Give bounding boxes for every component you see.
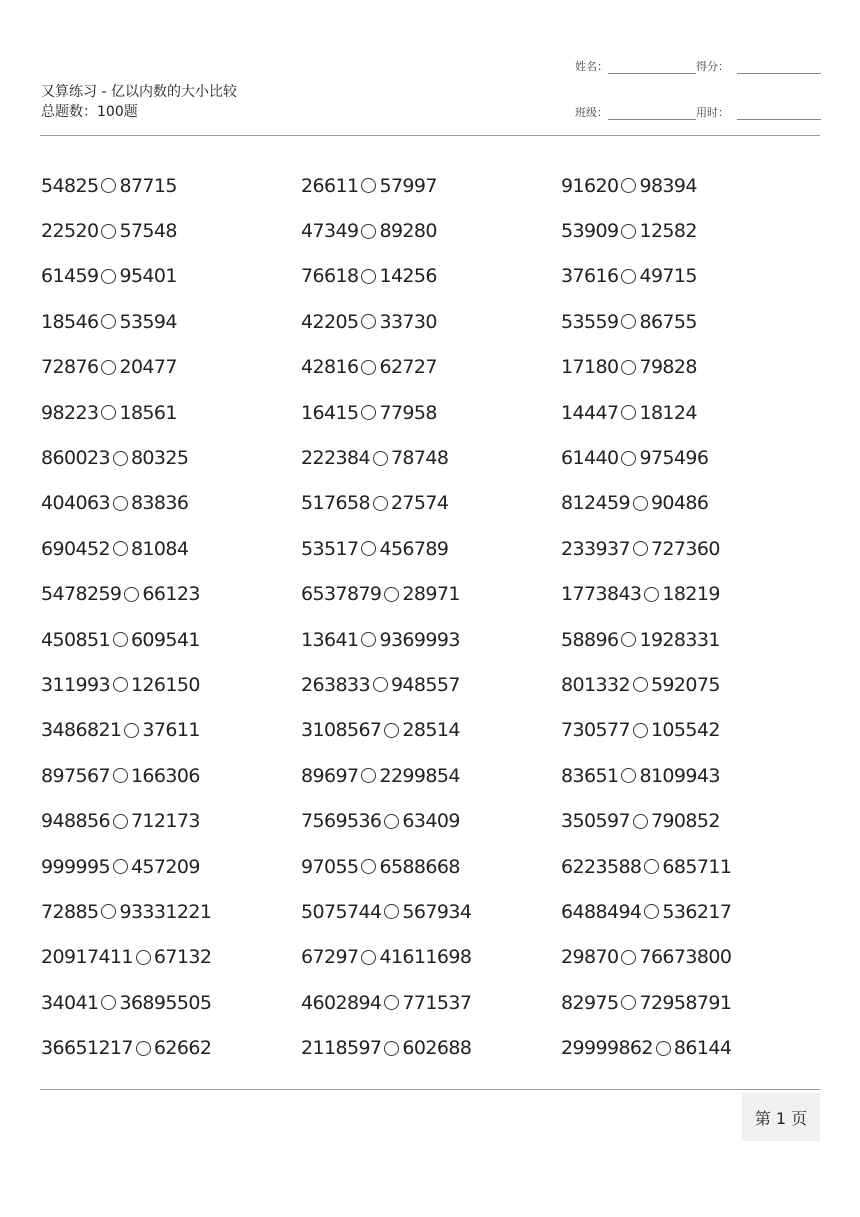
answer-circle[interactable]	[621, 314, 636, 329]
left-number: 730577	[561, 719, 630, 742]
question-row	[41, 254, 821, 299]
class-time-row	[575, 104, 821, 120]
left-number: 53559	[561, 310, 619, 333]
right-number: 62662	[153, 1037, 212, 1060]
right-number: 66123	[142, 583, 200, 606]
comparison-item	[301, 810, 561, 832]
answer-circle[interactable]	[124, 587, 139, 602]
answer-circle[interactable]	[101, 314, 116, 329]
name-score-row	[575, 58, 821, 74]
comparison-item	[301, 583, 561, 605]
left-number: 91620	[561, 174, 619, 197]
class-field[interactable]	[608, 107, 696, 120]
answer-circle[interactable]	[621, 451, 636, 466]
question-row	[41, 844, 821, 889]
comparison-item	[301, 402, 561, 424]
left-number: 222384	[301, 447, 370, 470]
comparison-item	[301, 356, 561, 378]
answer-circle[interactable]	[361, 859, 376, 874]
answer-circle[interactable]	[101, 269, 116, 284]
comparison-item	[41, 1037, 301, 1059]
answer-circle[interactable]	[621, 224, 636, 239]
class-label: 班级：	[575, 106, 608, 119]
left-number: 20917411	[41, 946, 133, 969]
answer-circle[interactable]	[113, 814, 128, 829]
left-number: 29870	[561, 946, 619, 969]
answer-circle[interactable]	[113, 541, 128, 556]
comparison-item	[41, 175, 301, 197]
comparison-item	[561, 583, 821, 605]
right-number: 602688	[402, 1037, 472, 1060]
left-number: 13641	[301, 628, 359, 651]
answer-circle[interactable]	[621, 178, 636, 193]
right-number: 20477	[119, 356, 177, 379]
left-number: 812459	[561, 492, 630, 515]
right-number: 87715	[119, 174, 177, 197]
answer-circle[interactable]	[101, 904, 116, 919]
right-number: 76673800	[639, 946, 732, 969]
left-number: 61459	[41, 265, 99, 288]
comparison-item	[561, 765, 821, 787]
answer-circle[interactable]	[621, 768, 636, 783]
worksheet-title: 又算练习 - 亿以内数的大小比较	[41, 84, 237, 100]
right-number: 712173	[130, 810, 200, 833]
left-number: 14447	[561, 401, 619, 424]
comparison-item	[301, 901, 561, 923]
left-number: 3486821	[41, 719, 122, 742]
comparison-item	[41, 583, 301, 605]
right-number: 28971	[402, 583, 460, 606]
comparison-item	[41, 402, 301, 424]
right-number: 86755	[639, 310, 697, 333]
comparison-item	[561, 856, 821, 878]
left-number: 4602894	[301, 991, 382, 1014]
left-number: 404063	[41, 492, 110, 515]
left-number: 16415	[301, 401, 359, 424]
answer-circle[interactable]	[361, 224, 376, 239]
right-number: 62727	[379, 356, 437, 379]
comparison-item	[41, 492, 301, 514]
right-number: 771537	[402, 991, 472, 1014]
answer-circle[interactable]	[373, 677, 388, 692]
left-number: 36651217	[41, 1037, 133, 1060]
right-number: 126150	[130, 673, 200, 696]
answer-circle[interactable]	[113, 768, 128, 783]
comparison-item	[301, 719, 561, 741]
left-number: 1773843	[561, 583, 642, 606]
left-number: 61440	[561, 447, 619, 470]
right-number: 89280	[379, 220, 437, 243]
answer-circle[interactable]	[644, 904, 659, 919]
right-number: 18219	[662, 583, 720, 606]
answer-circle[interactable]	[633, 496, 648, 511]
comparison-item	[301, 946, 561, 968]
left-number: 89697	[301, 764, 359, 787]
answer-circle[interactable]	[633, 677, 648, 692]
right-number: 36895505	[119, 991, 212, 1014]
question-row	[41, 163, 821, 208]
right-number: 457209	[130, 855, 200, 878]
comparison-item	[41, 629, 301, 651]
question-row	[41, 299, 821, 344]
worksheet-header	[41, 82, 237, 122]
left-number: 897567	[41, 764, 110, 787]
right-number: 63409	[402, 810, 460, 833]
answer-circle[interactable]	[113, 496, 128, 511]
answer-circle[interactable]	[361, 178, 376, 193]
comparison-item	[561, 719, 821, 741]
comparison-item	[41, 856, 301, 878]
question-row	[41, 390, 821, 435]
comparison-item	[41, 356, 301, 378]
question-row	[41, 889, 821, 934]
right-number: 57548	[119, 220, 177, 243]
answer-circle[interactable]	[633, 541, 648, 556]
answer-circle[interactable]	[384, 587, 399, 602]
left-number: 3108567	[301, 719, 382, 742]
comparison-item	[561, 674, 821, 696]
answer-circle[interactable]	[101, 224, 116, 239]
comparison-item	[41, 265, 301, 287]
answer-circle[interactable]	[101, 405, 116, 420]
right-number: 685711	[662, 855, 732, 878]
name-field[interactable]	[608, 61, 696, 74]
left-number: 98223	[41, 401, 99, 424]
comparison-item	[561, 492, 821, 514]
comparison-item	[301, 765, 561, 787]
left-number: 67297	[301, 946, 359, 969]
answer-circle[interactable]	[101, 178, 116, 193]
answer-circle[interactable]	[136, 950, 151, 965]
left-number: 860023	[41, 447, 110, 470]
answer-circle[interactable]	[621, 269, 636, 284]
right-number: 6588668	[379, 855, 460, 878]
answer-circle[interactable]	[633, 814, 648, 829]
page-number: 第 1 页	[742, 1093, 820, 1141]
answer-circle[interactable]	[361, 314, 376, 329]
question-row	[41, 208, 821, 253]
right-number: 90486	[650, 492, 709, 515]
left-number: 72885	[41, 900, 99, 923]
left-number: 26611	[301, 174, 359, 197]
answer-circle[interactable]	[101, 360, 116, 375]
comparison-item	[561, 175, 821, 197]
question-row	[41, 708, 821, 753]
comparison-item	[41, 901, 301, 923]
question-grid	[41, 163, 821, 1071]
question-row	[41, 798, 821, 843]
right-number: 536217	[662, 900, 732, 923]
comparison-item	[301, 992, 561, 1014]
answer-circle[interactable]	[644, 587, 659, 602]
left-number: 53909	[561, 220, 619, 243]
comparison-item	[301, 492, 561, 514]
comparison-item	[561, 992, 821, 1014]
answer-circle[interactable]	[384, 723, 399, 738]
comparison-item	[561, 1037, 821, 1059]
question-row	[41, 345, 821, 390]
left-number: 29999862	[561, 1037, 653, 1060]
left-number: 948856	[41, 810, 110, 833]
right-number: 105542	[650, 719, 720, 742]
left-number: 37616	[561, 265, 619, 288]
answer-circle[interactable]	[361, 950, 376, 965]
answer-circle[interactable]	[361, 269, 376, 284]
comparison-item	[41, 311, 301, 333]
header-divider	[40, 135, 820, 136]
comparison-item	[41, 674, 301, 696]
left-number: 350597	[561, 810, 630, 833]
answer-circle[interactable]	[361, 360, 376, 375]
question-row	[41, 617, 821, 662]
left-number: 6537879	[301, 583, 382, 606]
left-number: 690452	[41, 537, 110, 560]
comparison-item	[561, 810, 821, 832]
right-number: 2299854	[379, 764, 460, 787]
score-label: 得分：	[696, 60, 729, 73]
left-number: 801332	[561, 673, 630, 696]
comparison-item	[41, 538, 301, 560]
left-number: 450851	[41, 628, 110, 651]
left-number: 54825	[41, 174, 99, 197]
right-number: 567934	[402, 900, 472, 923]
comparison-item	[561, 220, 821, 242]
right-number: 41611698	[379, 946, 472, 969]
answer-circle[interactable]	[644, 859, 659, 874]
answer-circle[interactable]	[621, 632, 636, 647]
left-number: 97055	[301, 855, 359, 878]
comparison-item	[561, 901, 821, 923]
right-number: 948557	[390, 673, 460, 696]
question-row	[41, 980, 821, 1025]
comparison-item	[41, 765, 301, 787]
left-number: 6488494	[561, 900, 642, 923]
answer-circle[interactable]	[361, 541, 376, 556]
question-row	[41, 481, 821, 526]
right-number: 28514	[402, 719, 460, 742]
answer-circle[interactable]	[621, 995, 636, 1010]
left-number: 263833	[301, 673, 370, 696]
right-number: 72958791	[639, 991, 732, 1014]
answer-circle[interactable]	[656, 1041, 671, 1056]
comparison-item	[301, 538, 561, 560]
left-number: 42816	[301, 356, 359, 379]
answer-circle[interactable]	[101, 995, 116, 1010]
comparison-item	[561, 265, 821, 287]
right-number: 33730	[379, 310, 437, 333]
right-number: 12582	[639, 220, 697, 243]
right-number: 727360	[650, 537, 720, 560]
right-number: 9369993	[379, 628, 460, 651]
left-number: 53517	[301, 537, 359, 560]
right-number: 14256	[379, 265, 437, 288]
total-count: 总题数：100题	[41, 104, 138, 120]
left-number: 999995	[41, 855, 110, 878]
answer-circle[interactable]	[621, 950, 636, 965]
right-number: 8109943	[639, 764, 720, 787]
answer-circle[interactable]	[361, 632, 376, 647]
comparison-item	[301, 265, 561, 287]
answer-circle[interactable]	[384, 814, 399, 829]
left-number: 517658	[301, 492, 370, 515]
right-number: 83836	[130, 492, 189, 515]
left-number: 76618	[301, 265, 359, 288]
left-number: 83651	[561, 764, 619, 787]
left-number: 5478259	[41, 583, 122, 606]
right-number: 77958	[379, 401, 437, 424]
comparison-item	[561, 402, 821, 424]
left-number: 47349	[301, 220, 359, 243]
left-number: 58896	[561, 628, 619, 651]
score-field[interactable]	[737, 61, 821, 74]
right-number: 18561	[119, 401, 177, 424]
question-row	[41, 572, 821, 617]
comparison-item	[301, 220, 561, 242]
comparison-item	[41, 946, 301, 968]
answer-circle[interactable]	[124, 723, 139, 738]
question-row	[41, 1025, 821, 1070]
comparison-item	[301, 856, 561, 878]
answer-circle[interactable]	[136, 1041, 151, 1056]
right-number: 790852	[650, 810, 720, 833]
right-number: 49715	[639, 265, 697, 288]
name-label: 姓名：	[575, 60, 608, 73]
time-label: 用时：	[696, 106, 729, 119]
answer-circle[interactable]	[384, 995, 399, 1010]
left-number: 7569536	[301, 810, 382, 833]
answer-circle[interactable]	[633, 723, 648, 738]
question-row	[41, 753, 821, 798]
right-number: 78748	[390, 447, 449, 470]
time-field[interactable]	[737, 107, 821, 120]
comparison-item	[301, 311, 561, 333]
answer-circle[interactable]	[113, 859, 128, 874]
comparison-item	[561, 629, 821, 651]
left-number: 2118597	[301, 1037, 382, 1060]
answer-circle[interactable]	[361, 405, 376, 420]
left-number: 82975	[561, 991, 619, 1014]
answer-circle[interactable]	[113, 632, 128, 647]
left-number: 34041	[41, 991, 99, 1014]
comparison-item	[561, 311, 821, 333]
comparison-item	[41, 992, 301, 1014]
comparison-item	[561, 946, 821, 968]
answer-circle[interactable]	[373, 496, 388, 511]
comparison-item	[561, 538, 821, 560]
right-number: 57997	[379, 174, 437, 197]
right-number: 592075	[650, 673, 720, 696]
right-number: 166306	[130, 764, 200, 787]
left-number: 42205	[301, 310, 359, 333]
comparison-item	[301, 1037, 561, 1059]
question-row	[41, 662, 821, 707]
right-number: 609541	[130, 628, 200, 651]
right-number: 98394	[639, 174, 697, 197]
comparison-item	[301, 674, 561, 696]
comparison-item	[301, 629, 561, 651]
left-number: 6223588	[561, 855, 642, 878]
right-number: 95401	[119, 265, 177, 288]
answer-circle[interactable]	[384, 1041, 399, 1056]
answer-circle[interactable]	[361, 768, 376, 783]
right-number: 93331221	[119, 900, 212, 923]
comparison-item	[41, 719, 301, 741]
right-number: 80325	[130, 447, 189, 470]
right-number: 67132	[153, 946, 212, 969]
right-number: 27574	[390, 492, 449, 515]
comparison-item	[561, 447, 821, 469]
question-row	[41, 935, 821, 980]
right-number: 81084	[130, 537, 189, 560]
question-row	[41, 526, 821, 571]
footer-divider	[40, 1089, 820, 1090]
left-number: 17180	[561, 356, 619, 379]
right-number: 18124	[639, 401, 697, 424]
right-number: 79828	[639, 356, 697, 379]
answer-circle[interactable]	[621, 360, 636, 375]
answer-circle[interactable]	[621, 405, 636, 420]
left-number: 5075744	[301, 900, 382, 923]
answer-circle[interactable]	[113, 451, 128, 466]
question-row	[41, 435, 821, 480]
right-number: 86144	[673, 1037, 732, 1060]
comparison-item	[301, 447, 561, 469]
right-number: 1928331	[639, 628, 720, 651]
comparison-item	[41, 447, 301, 469]
left-number: 311993	[41, 673, 110, 696]
answer-circle[interactable]	[373, 451, 388, 466]
left-number: 233937	[561, 537, 630, 560]
left-number: 22520	[41, 220, 99, 243]
right-number: 975496	[639, 447, 709, 470]
comparison-item	[41, 810, 301, 832]
answer-circle[interactable]	[384, 904, 399, 919]
comparison-item	[561, 356, 821, 378]
right-number: 53594	[119, 310, 177, 333]
left-number: 18546	[41, 310, 99, 333]
right-number: 37611	[142, 719, 200, 742]
right-number: 456789	[379, 537, 449, 560]
left-number: 72876	[41, 356, 99, 379]
comparison-item	[41, 220, 301, 242]
answer-circle[interactable]	[113, 677, 128, 692]
comparison-item	[301, 175, 561, 197]
